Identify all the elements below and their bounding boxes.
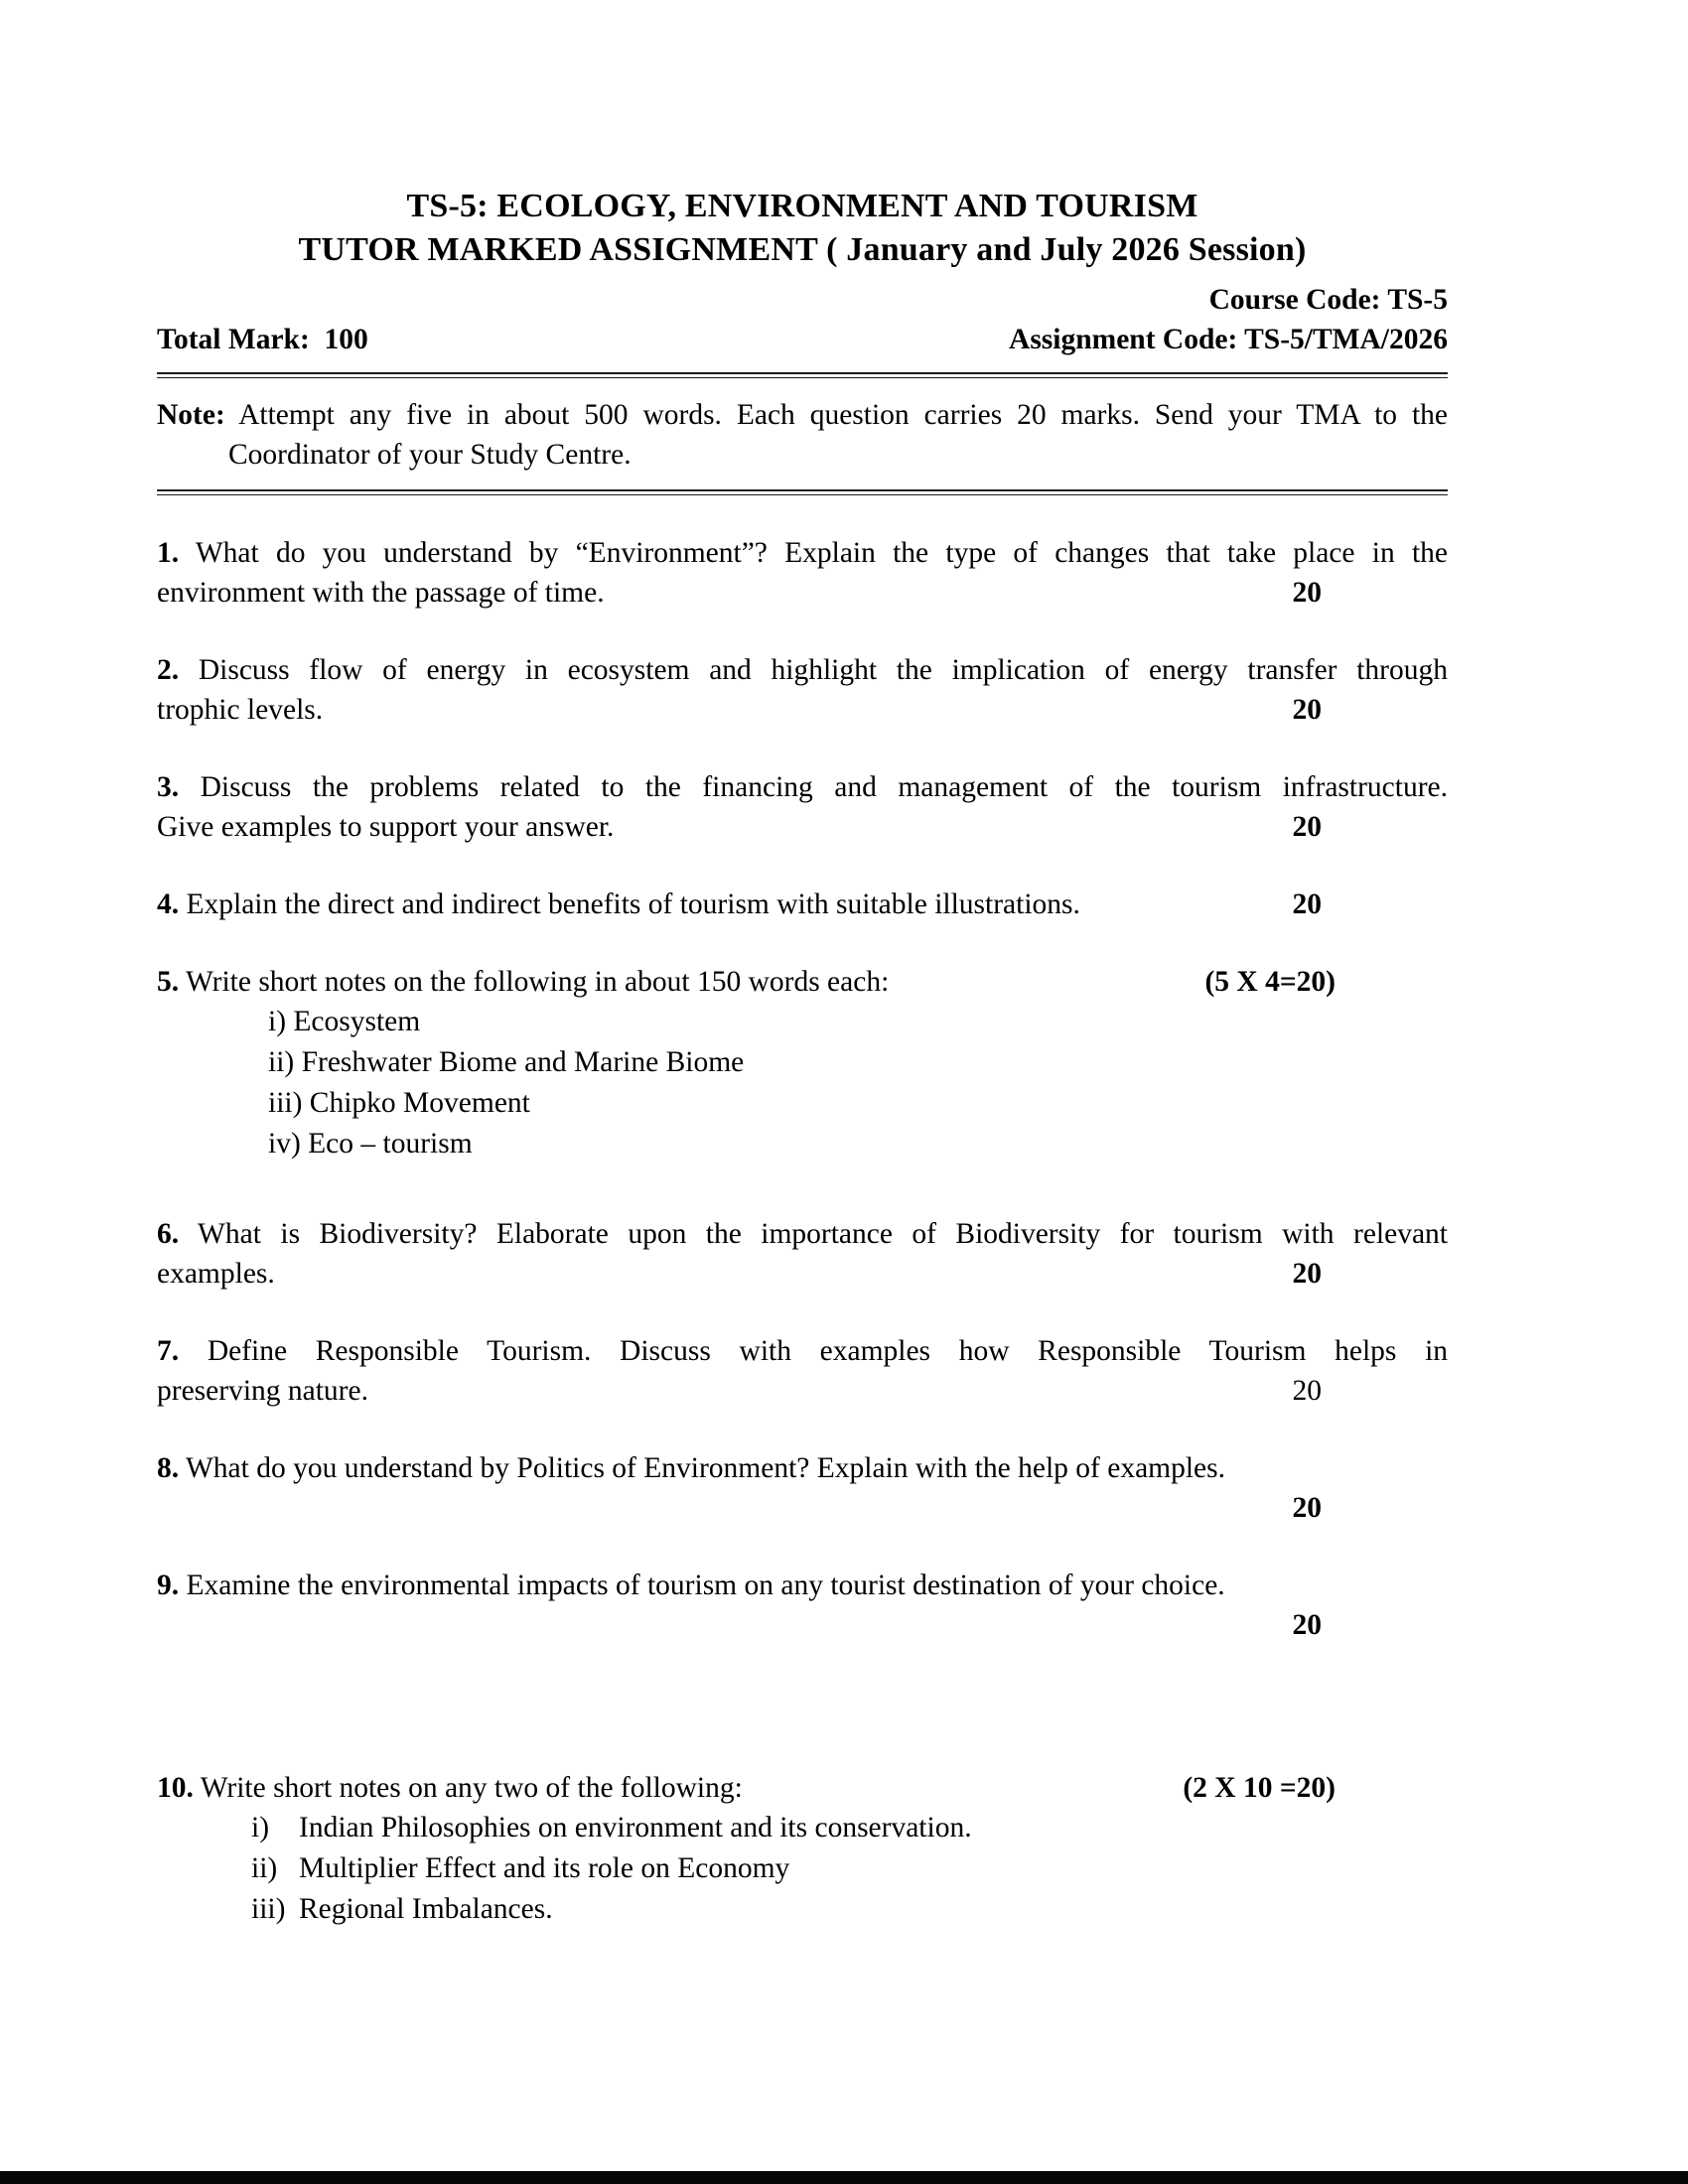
- item-numeral: i): [268, 1006, 287, 1037]
- question-1: [157, 533, 1448, 613]
- question-6-line-2: examples.: [157, 1258, 275, 1290]
- question-4-number: 4.: [157, 888, 180, 920]
- question-4-marks: 20: [1292, 888, 1322, 920]
- question-2: [157, 650, 1448, 730]
- question-1-line-1: 1. What do you understand by “Environment”? Explain the type of changes that take place in the: [157, 537, 1448, 569]
- assignment-code: Assignment Code: TS-5/TMA/2026: [1009, 324, 1448, 355]
- list-item: iii) Regional Imbalances.: [251, 1889, 1448, 1930]
- question-3-line-2: Give examples to support your answer.: [157, 811, 615, 843]
- course-code: Course Code: TS-5: [1208, 284, 1448, 316]
- question-8: [157, 1448, 1448, 1528]
- question-10: [157, 1768, 1448, 1930]
- question-5-marks: (5 X 4=20): [1204, 966, 1336, 998]
- list-item: i) Indian Philosophies on environment and its conservation.: [251, 1808, 1448, 1848]
- question-10-marks: (2 X 10 =20): [1183, 1772, 1336, 1804]
- divider-rule-top: [157, 372, 1448, 378]
- question-7-line-2: preserving nature.: [157, 1375, 368, 1407]
- question-7-line-1: 7. Define Responsible Tourism. Discuss with examples how Responsible Tourism helps in: [157, 1335, 1449, 1367]
- document-content: [157, 0, 1448, 1930]
- item-numeral: ii): [268, 1046, 295, 1078]
- list-item: iv) Eco – tourism: [268, 1128, 473, 1160]
- question-8-number: 8.: [157, 1452, 180, 1484]
- question-9: [157, 1566, 1448, 1645]
- question-10-number: 10.: [157, 1772, 194, 1804]
- question-5-header: 5. Write short notes on the following in about 150 words each: (5 X 4=20): [157, 962, 1448, 1002]
- question-9-marks: 20: [1292, 1609, 1322, 1641]
- item-numeral: iv): [268, 1128, 301, 1160]
- question-5: [157, 962, 1448, 1164]
- question-6-number: 6.: [157, 1218, 180, 1250]
- question-4: [157, 885, 1448, 924]
- question-3: [157, 767, 1448, 847]
- question-3-line-1: 3. Discuss the problems related to the financing and management of the tourism infrastructure.: [157, 771, 1448, 803]
- question-2-line-1: 2. Discuss flow of energy in ecosystem and highlight the implication of energy transfer through: [157, 654, 1448, 686]
- question-7-number: 7.: [157, 1335, 180, 1367]
- question-6-marks: 20: [1292, 1258, 1322, 1290]
- note-label: Note:: [157, 399, 225, 431]
- item-numeral: iii): [251, 1893, 286, 1925]
- question-5-number: 5.: [157, 966, 180, 998]
- list-item: iii) Chipko Movement: [268, 1087, 530, 1119]
- item-numeral: ii): [251, 1852, 278, 1884]
- question-7: [157, 1331, 1448, 1411]
- question-10-header: 10. Write short notes on any two of the following: (2 X 10 =20): [157, 1768, 1448, 1808]
- question-2-marks: 20: [1292, 694, 1322, 726]
- question-1-marks: 20: [1292, 577, 1322, 609]
- question-9-line-1: 9. Examine the environmental impacts of tourism on any tourist destination of your choice.: [157, 1570, 1225, 1601]
- question-2-line-2: trophic levels.: [157, 694, 324, 726]
- question-3-marks: 20: [1292, 811, 1322, 843]
- document-title: TS-5: ECOLOGY, ENVIRONMENT AND TOURISM: [406, 188, 1198, 224]
- question-2-number: 2.: [157, 654, 180, 686]
- total-mark: Total Mark: 100: [157, 324, 368, 355]
- question-8-marks: 20: [1292, 1492, 1322, 1524]
- question-1-line-2: environment with the passage of time.: [157, 577, 605, 609]
- note-text: Attempt any five in about 500 words. Each question carries 20 marks. Send your TMA to the Coordinator of your Study Centre.: [228, 399, 1449, 471]
- question-1-number: 1.: [157, 537, 180, 569]
- item-numeral: i): [251, 1812, 270, 1843]
- question-6: [157, 1214, 1448, 1294]
- list-item: ii) Freshwater Biome and Marine Biome: [268, 1046, 745, 1078]
- question-10-items: [157, 1808, 1448, 1930]
- question-4-line-1: 4. Explain the direct and indirect benefits of tourism with suitable illustrations.: [157, 888, 1080, 920]
- question-8-line-1: 8. What do you understand by Politics of Environment? Explain with the help of examples.: [157, 1452, 1226, 1484]
- note: [157, 395, 1448, 475]
- document-subtitle: TUTOR MARKED ASSIGNMENT ( January and July 2026 Session): [298, 231, 1307, 268]
- question-6-line-1: 6. What is Biodiversity? Elaborate upon the importance of Biodiversity for tourism with relevant: [157, 1218, 1448, 1250]
- list-item: ii) Multiplier Effect and its role on Economy: [251, 1848, 1448, 1889]
- bottom-edge-bar: [0, 2171, 1688, 2184]
- question-5-items: [157, 1002, 1448, 1164]
- question-7-marks: 20: [1292, 1375, 1322, 1407]
- item-numeral: iii): [268, 1087, 303, 1119]
- question-9-number: 9.: [157, 1570, 180, 1601]
- list-item: i) Ecosystem: [268, 1006, 421, 1037]
- question-3-number: 3.: [157, 771, 180, 803]
- marks-and-code-row: [157, 320, 1448, 359]
- divider-rule-bottom: [157, 489, 1448, 495]
